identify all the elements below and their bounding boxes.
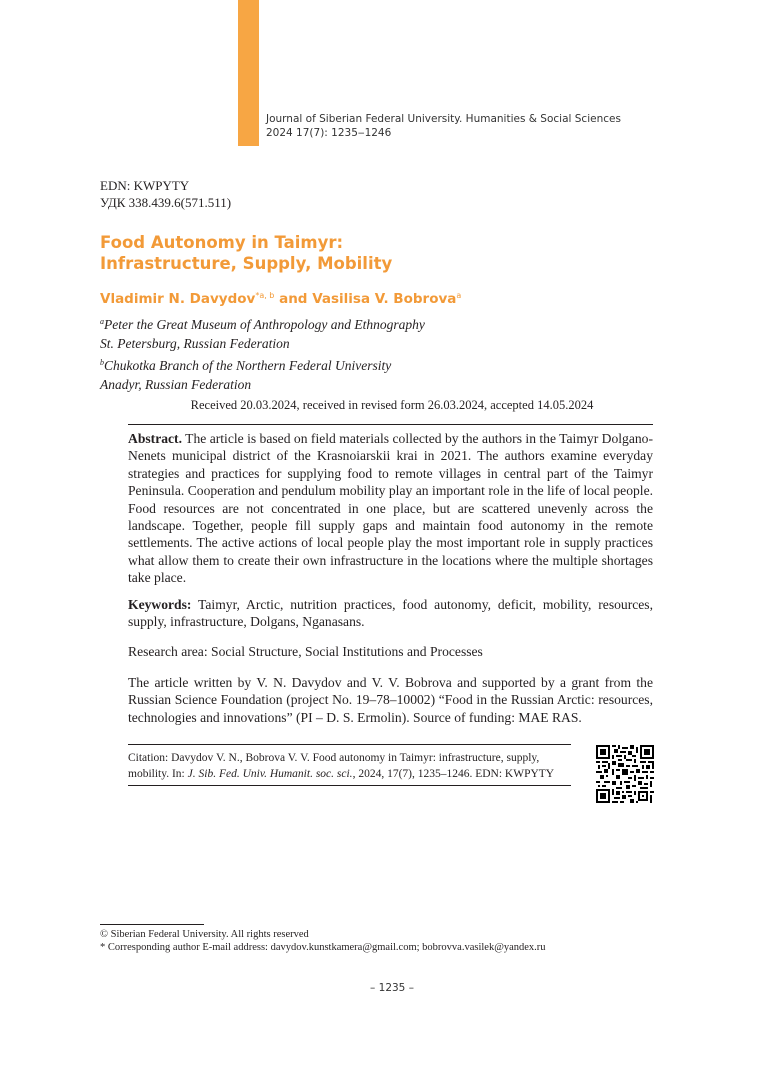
received-dates: Received 20.03.2024, received in revised form 26.03.2024, accepted 14.05.2024 xyxy=(190,398,594,412)
funding-note: The article written by V. N. Davydov and V. V. Bobrova and supported by a grant from the Russian Science Foundation (project No. 19–78–10002) “Food in the Russian Arctic: resources, technologies and innovations” (PI – D. S. Ermolin). Source of funding: MAE RAS. xyxy=(128,675,653,725)
udk-code: УДК 338.439.6(571.511) xyxy=(100,195,232,210)
title-line-2: Infrastructure, Supply, Mobility xyxy=(100,254,393,273)
journal-header xyxy=(266,112,621,140)
edn-code: EDN: KWPYTY xyxy=(100,178,190,193)
article-identifiers xyxy=(100,177,231,211)
affiliation-b: $^b$Chukotka Branch of the Northern Federal University xyxy=(100,358,392,373)
citation-journal: J. Sib. Fed. Univ. Humanit. soc. sci. xyxy=(187,768,353,780)
footnote-separator xyxy=(100,924,204,925)
keywords-text: Taimyr, Arctic, nutrition practices, food autonomy, deficit, mobility, resources, supply, infrastructure, Dolgans, Nganasans. xyxy=(128,597,653,630)
citation-top-rule xyxy=(128,744,571,745)
abstract-text: The article is based on field materials collected by the authors in the Taimyr Dolgano-Nenets municipal district of the Krasnoiarskii krai in 2021. The authors examine everyday strategies and practices for supplying food to remote villages in central part of the Taimyr Peninsula. Cooperation and pendulum mobility play an important role in the life of local people. Food resources are not concentrated in one place, but are scattered unevenly across the landscape. Together, people fill supply gaps and maintain food autonomy in the remote settlements. The active actions of local people play the most important role in supply practices what allow them to create their own infrastructure in the locations where the multiple shortages take place. xyxy=(128,431,653,586)
journal-name: Journal of Siberian Federal University. Humanities & Social Sciences xyxy=(266,113,621,125)
author-davydov-affil: *a, b xyxy=(255,291,275,300)
page-number: – 1235 – xyxy=(370,982,414,994)
copyright-note: © Siberian Federal University. All rights reserved xyxy=(100,929,309,940)
affiliation-b-city: Anadyr, Russian Federation xyxy=(100,377,252,392)
abstract-label: Abstract. xyxy=(128,431,182,446)
author-join: and xyxy=(274,291,313,307)
header-accent-bar xyxy=(238,0,259,146)
citation-bottom-rule xyxy=(128,785,571,786)
journal-issue: 2024 17(7): 1235‒1246 xyxy=(266,127,392,139)
keywords-label: Keywords: xyxy=(128,597,192,612)
affiliation-a: $^a$Peter the Great Museum of Anthropology and Ethnography xyxy=(100,317,425,332)
article-title xyxy=(100,232,392,274)
corresponding-author-note: * Corresponding author E-mail address: davydov.kunstkamera@gmail.com; bobrovva.vasilek@yandex.ru xyxy=(100,942,546,953)
affiliations xyxy=(100,312,425,394)
keywords xyxy=(128,596,653,631)
author-bobrova-affil: a xyxy=(456,291,462,300)
author-list xyxy=(100,291,461,307)
author-bobrova: Vasilisa V. Bobrova xyxy=(312,291,457,307)
author-davydov: Vladimir N. Davydov xyxy=(100,291,256,307)
citation: Citation: Davydov V. N., Bobrova V. V. Food autonomy in Taimyr: infrastructure, supply, mobility. In: J. Sib. Fed. Univ. Humanit. soc. sci., 2024, 17(7), 1235–1246. EDN: KWPYTY xyxy=(128,752,555,780)
research-area: Research area: Social Structure, Social Institutions and Processes xyxy=(128,644,483,659)
abstract-top-rule xyxy=(128,424,653,425)
abstract xyxy=(128,430,653,587)
footnotes xyxy=(100,928,546,954)
affiliation-a-city: St. Petersburg, Russian Federation xyxy=(100,336,290,351)
title-line-1: Food Autonomy in Taimyr: xyxy=(100,233,344,252)
qr-code-icon[interactable] xyxy=(596,745,654,803)
